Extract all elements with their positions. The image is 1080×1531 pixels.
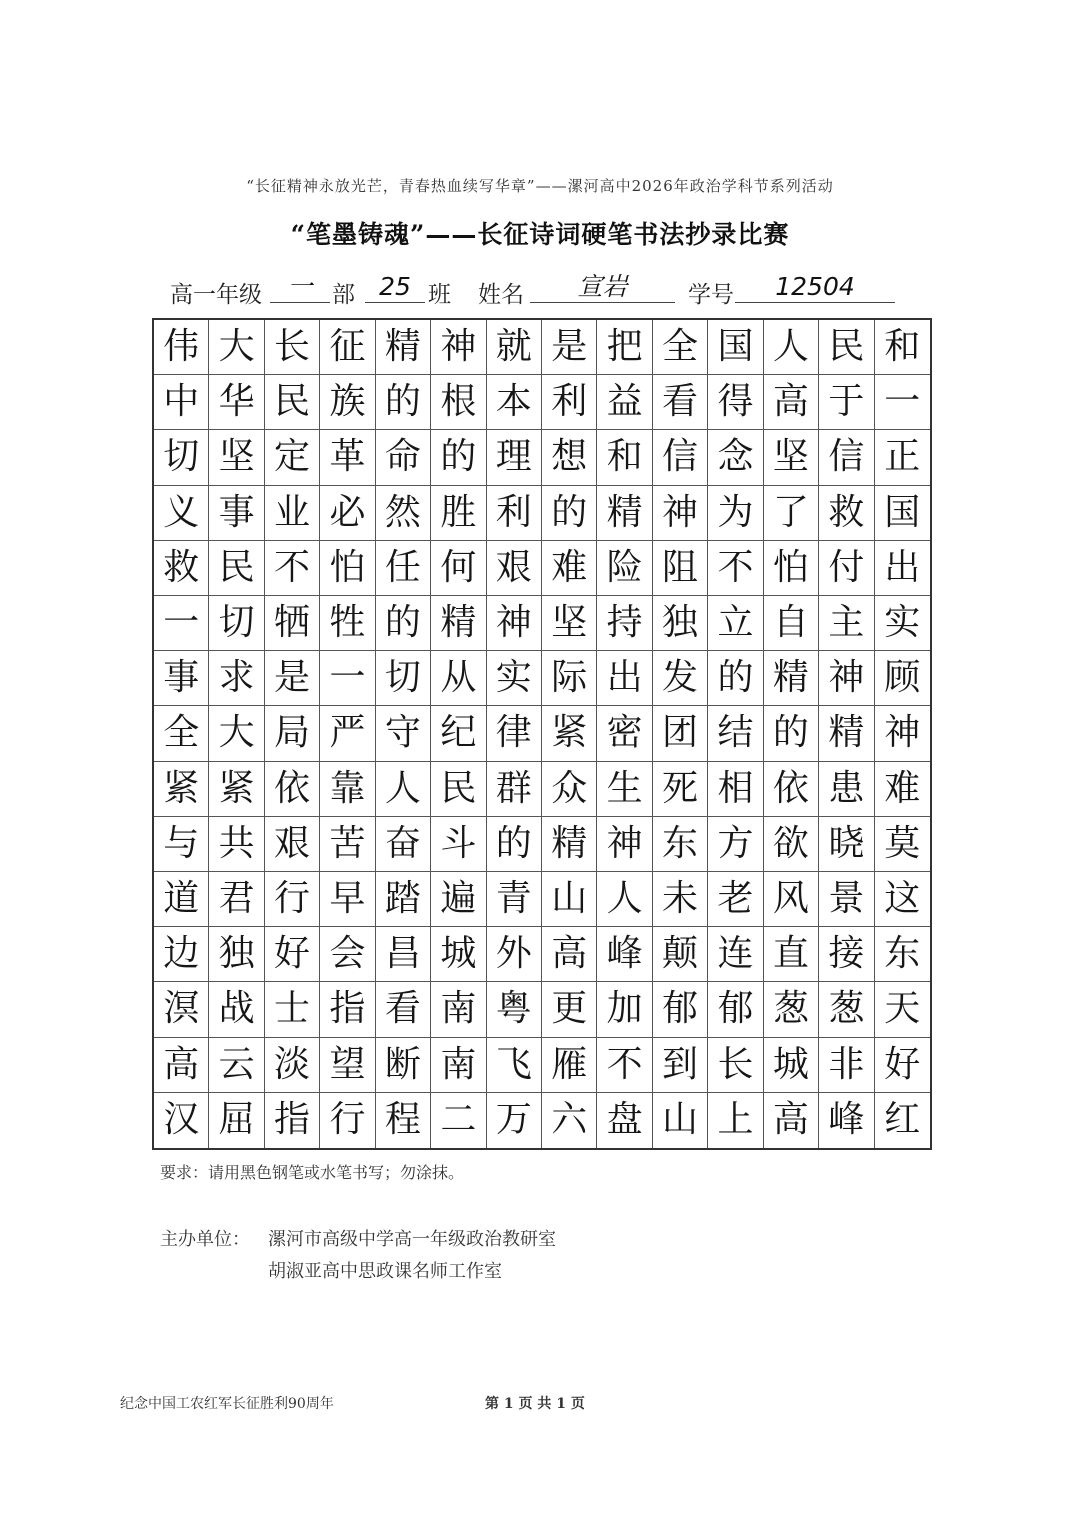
grid-cell: 付 [819,541,874,596]
grid-cell: 义 [154,486,209,541]
grid-cell: 神 [653,486,708,541]
grid-cell: 生 [597,762,652,817]
grid-cell: 救 [819,486,874,541]
grid-cell: 是 [542,320,597,375]
grid-cell: 事 [209,486,264,541]
grid-cell: 葱 [819,982,874,1037]
grid-cell: 想 [542,430,597,485]
grid-cell: 的 [764,706,819,761]
grid-cell: 精 [542,817,597,872]
requirement-note: 要求：请用黑色钢笔或水笔书写；勿涂抹。 [160,1163,465,1182]
grid-cell: 结 [708,706,763,761]
grid-cell: 踏 [376,872,431,927]
grid-cell: 族 [320,375,375,430]
grid-cell: 为 [708,486,763,541]
class-label: 班 [428,282,451,308]
grid-cell: 然 [376,486,431,541]
grid-cell: 风 [764,872,819,927]
grid-cell: 牺 [265,596,320,651]
grid-cell: 神 [875,706,930,761]
grid-cell: 牲 [320,596,375,651]
grid-cell: 上 [708,1093,763,1148]
calligraphy-grid [152,318,932,1150]
grid-cell: 依 [265,762,320,817]
grid-cell: 益 [597,375,652,430]
grid-cell: 和 [597,430,652,485]
grid-cell: 任 [376,541,431,596]
grid-cell: 昌 [376,927,431,982]
grid-cell: 的 [487,817,542,872]
grid-cell: 南 [431,982,486,1037]
grid-cell: 利 [542,375,597,430]
grid-cell: 与 [154,817,209,872]
grid-cell: 士 [265,982,320,1037]
grid-cell: 君 [209,872,264,927]
grid-cell: 中 [154,375,209,430]
grid-cell: 红 [884,1099,921,1141]
grid-cell: 革 [320,430,375,485]
grid-cell: 相 [708,762,763,817]
grid-cell: 精 [376,320,431,375]
grid-cell: 行 [265,872,320,927]
grid-cell: 盘 [597,1093,652,1148]
grid-cell: 就 [487,320,542,375]
grid-cell: 民 [819,320,874,375]
grid-cell: 是 [265,651,320,706]
footer-commemoration: 纪念中国工农红军长征胜利90周年 [120,1396,334,1412]
grid-cell: 发 [653,651,708,706]
grid-cell: 长 [265,320,320,375]
grid-cell: 死 [653,762,708,817]
grid-cell: 命 [376,430,431,485]
grid-cell: 天 [875,982,930,1037]
grid-cell: 城 [431,927,486,982]
grid-cell: 万 [487,1093,542,1148]
grid-cell: 老 [708,872,763,927]
grid-cell: 了 [764,486,819,541]
grid-cell: 东 [653,817,708,872]
grid-cell: 淡 [265,1038,320,1093]
grid-cell: 一 [320,651,375,706]
grid-cell: 青 [487,872,542,927]
grid-cell: 群 [487,762,542,817]
grid-cell: 切 [154,430,209,485]
grid-cell: 精 [431,596,486,651]
grid-cell: 高 [764,1093,819,1148]
grid-cell: 救 [154,541,209,596]
grid-cell: 守 [376,706,431,761]
grid-cell: 山 [653,1093,708,1148]
grid-cell: 于 [819,375,874,430]
grid-cell: 道 [154,872,209,927]
grid-cell: 切 [209,596,264,651]
grid-cell: 边 [154,927,209,982]
grid-cell: 自 [764,596,819,651]
grid-cell: 好 [265,927,320,982]
grid-cell: 坚 [209,430,264,485]
grid-cell: 怕 [320,541,375,596]
grid-cell: 精 [597,486,652,541]
grid-cell: 信 [653,430,708,485]
grid-cell: 行 [320,1093,375,1148]
grid-cell: 精 [819,706,874,761]
grid-cell: 民 [209,541,264,596]
grid-cell: 和 [875,320,930,375]
grid-cell: 神 [487,596,542,651]
grid-cell: 业 [265,486,320,541]
grid-cell: 的 [542,486,597,541]
grid-cell: 严 [320,706,375,761]
grid-cell: 接 [819,927,874,982]
grid-cell: 郁 [653,982,708,1037]
grid-cell: 长 [708,1038,763,1093]
grid-cell: 求 [209,651,264,706]
grid-cell: 斗 [431,817,486,872]
grid-cell: 这 [875,872,930,927]
name-field[interactable]: 宣岩 [530,272,675,303]
grid-cell: 人 [376,762,431,817]
grid-cell: 利 [487,486,542,541]
grid-cell: 事 [154,651,209,706]
grid-cell: 郁 [708,982,763,1037]
grid-cell: 伟 [154,320,209,375]
grid-cell: 大 [209,320,264,375]
grid-cell: 人 [597,872,652,927]
grid-cell: 必 [320,486,375,541]
grid-cell: 战 [209,982,264,1037]
grid-cell: 未 [653,872,708,927]
grid-cell: 实 [875,596,930,651]
grid-cell: 六 [542,1093,597,1148]
grid-cell: 屈 [209,1093,264,1148]
student-id-label: 学号 [688,282,734,308]
grid-cell: 非 [819,1038,874,1093]
grid-cell: 律 [487,706,542,761]
grid-cell: 全 [653,320,708,375]
grid-cell: 不 [597,1038,652,1093]
grid-cell: 的 [376,375,431,430]
grid-cell: 信 [819,430,874,485]
grid-cell: 断 [376,1038,431,1093]
grid-cell: 国 [875,486,930,541]
grid-cell: 密 [597,706,652,761]
grid-cell: 方 [708,817,763,872]
grid-cell: 莫 [875,817,930,872]
grid-cell: 全 [154,706,209,761]
grid-cell: 更 [542,982,597,1037]
grid-cell: 苦 [320,817,375,872]
grid-cell: 到 [653,1038,708,1093]
grid-cell: 的 [376,596,431,651]
grid-cell: 艰 [265,817,320,872]
grid-cell: 一 [154,596,209,651]
grid-cell: 民 [265,375,320,430]
organizer-line-1: 漯河市高级中学高一年级政治教研室 [268,1229,556,1250]
grid-cell: 一 [875,375,930,430]
grid-cell: 高 [154,1038,209,1093]
grid-cell: 得 [708,375,763,430]
grid-cell: 紧 [154,762,209,817]
grid-cell: 东 [875,927,930,982]
class-field[interactable]: 25 [365,272,425,303]
grid-cell: 山 [542,872,597,927]
grid-cell: 念 [708,430,763,485]
grid-cell: 独 [653,596,708,651]
grid-cell: 的 [708,651,763,706]
grid-cell: 出 [597,651,652,706]
grid-cell: 难 [542,541,597,596]
grid-cell: 立 [708,596,763,651]
grid-cell: 何 [431,541,486,596]
grid-cell: 众 [542,762,597,817]
grid-cell: 云 [209,1038,264,1093]
grid-cell: 征 [320,320,375,375]
grid-cell: 艰 [487,541,542,596]
grid-cell: 根 [431,375,486,430]
grid-cell: 高 [764,375,819,430]
grid-cell: 南 [431,1038,486,1093]
grid-cell: 直 [764,927,819,982]
grid-cell: 阻 [653,541,708,596]
grid-cell: 晓 [819,817,874,872]
grid-cell: 好 [875,1038,930,1093]
grid-cell: 飞 [487,1038,542,1093]
grid-cell: 加 [597,982,652,1037]
grid-cell: 民 [431,762,486,817]
grid-cell: 局 [265,706,320,761]
grid-cell: 难 [875,762,930,817]
grade-label: 高一年级 [170,282,262,308]
grid-cell: 团 [653,706,708,761]
grid-cell: 实 [487,651,542,706]
grid-cell: 二 [431,1093,486,1148]
grid-cell: 峰 [819,1093,874,1148]
grid-cell: 把 [597,320,652,375]
grid-cell: 指 [320,982,375,1037]
grid-cell: 纪 [431,706,486,761]
grid-cell: 胜 [431,486,486,541]
grid-cell: 国 [708,320,763,375]
grid-cell: 溟 [154,982,209,1037]
grid-cell: 坚 [542,596,597,651]
grid-cell: 险 [597,541,652,596]
grid-cell: 正 [875,430,930,485]
grid-cell: 遍 [431,872,486,927]
grid-cell: 奋 [376,817,431,872]
grid-cell: 城 [764,1038,819,1093]
grid-cell: 本 [487,375,542,430]
student-id-field[interactable]: 12504 [735,272,895,303]
grid-cell: 大 [209,706,264,761]
grid-cell: 指 [265,1093,320,1148]
grid-cell: 依 [764,762,819,817]
name-label: 姓名 [478,282,524,308]
grid-cell: 际 [542,651,597,706]
grid-cell: 理 [487,430,542,485]
grid-cell: 独 [209,927,264,982]
grid-cell: 神 [819,651,874,706]
grid-cell: 切 [376,651,431,706]
grid-cell: 高 [542,927,597,982]
grid-cell: 精 [764,651,819,706]
grid-cell: 连 [708,927,763,982]
grid-cell: 持 [597,596,652,651]
grid-cell: 不 [265,541,320,596]
organizer-line-2: 胡淑亚高中思政课名师工作室 [268,1261,502,1282]
page-title: “笔墨铸魂”——长征诗词硬笔书法抄录比赛 [290,220,790,249]
grid-cell: 靠 [320,762,375,817]
grid-cell: 怕 [764,541,819,596]
grid-cell: 从 [431,651,486,706]
grid-cell: 外 [487,927,542,982]
grid-cell: 早 [320,872,375,927]
grid-cell: 共 [209,817,264,872]
grid-cell: 会 [320,927,375,982]
grid-cell: 的 [431,430,486,485]
grid-cell: 景 [819,872,874,927]
grid-cell: 粤 [487,982,542,1037]
student-info-row [170,272,930,308]
grid-cell: 不 [708,541,763,596]
grid-cell: 顾 [875,651,930,706]
grid-cell: 雁 [542,1038,597,1093]
grid-cell: 看 [653,375,708,430]
grid-cell: 汉 [154,1093,209,1148]
grid-cell: 葱 [764,982,819,1037]
grid-cell: 紧 [542,706,597,761]
grid-cell: 欲 [764,817,819,872]
division-label: 部 [332,282,355,308]
grid-cell: 患 [819,762,874,817]
grid-cell: 神 [597,817,652,872]
grid-cell: 望 [320,1038,375,1093]
series-header: “长征精神永放光芒，青春热血续写华章”——漯河高中2026年政治学科节系列活动 [246,177,834,195]
organizer-label: 主办单位： [160,1229,250,1250]
grid-cell: 程 [376,1093,431,1148]
grid-cell: 华 [209,375,264,430]
grid-cell: 主 [819,596,874,651]
grid-cell: 人 [764,320,819,375]
grid-cell: 神 [431,320,486,375]
division-field[interactable]: 一 [270,272,330,303]
grid-cell: 紧 [209,762,264,817]
grid-cell: 看 [376,982,431,1037]
grid-cell: 出 [875,541,930,596]
page-number: 第 1 页 共 1 页 [485,1396,585,1412]
grid-cell: 颠 [653,927,708,982]
grid-cell: 峰 [597,927,652,982]
grid-cell: 定 [265,430,320,485]
grid-cell: 坚 [764,430,819,485]
